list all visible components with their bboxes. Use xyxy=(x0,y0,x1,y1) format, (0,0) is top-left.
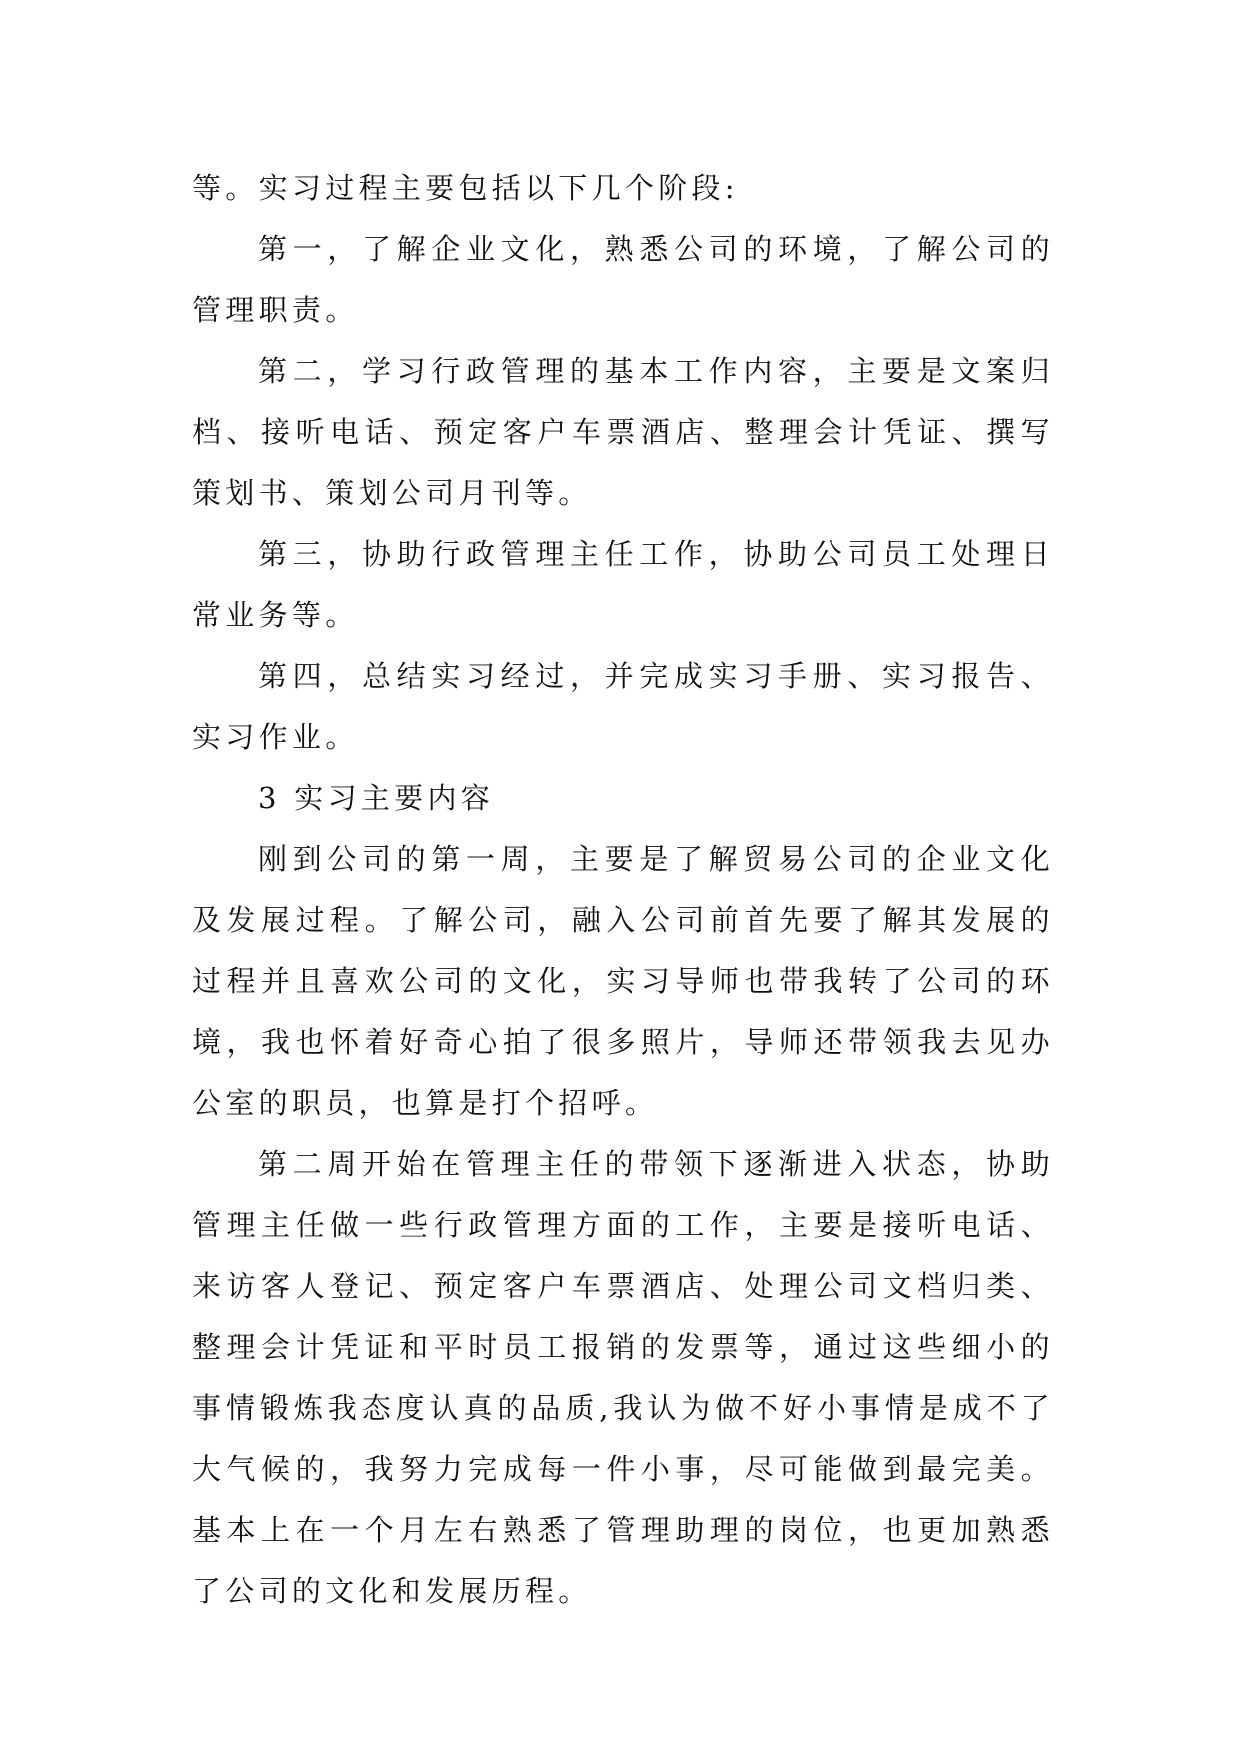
paragraph-second-week: 第二周开始在管理主任的带领下逐渐进入状态，协助管理主任做一些行政管理方面的工作，主要是接听电话、来访客人登记、预定客户车票酒店、处理公司文档归类、整理会计凭证和平时员工报销的发票等，通过这些细小的事情锻炼我态度认真的品质,我认为做不好小事情是成不了大气候的，我努力完成每一件小事，尽可能做到最完美。基本上在一个月左右熟悉了管理助理的岗位，也更加熟悉了公司的文化和发展历程。 xyxy=(192,1147,1054,1608)
paragraph-stage-three: 第三，协助行政管理主任工作，协助公司员工处理日常业务等。 xyxy=(192,537,1054,632)
paragraph-stage-four: 第四，总结实习经过，并完成实习手册、实习报告、实习作业。 xyxy=(192,659,1054,754)
paragraph-stage-two: 第二，学习行政管理的基本工作内容，主要是文案归档、接听电话、预定客户车票酒店、整理会计凭证、撰写策划书、策划公司月刊等。 xyxy=(192,354,1054,510)
document-body xyxy=(192,158,1054,1622)
paragraph-stage-one: 第一，了解企业文化，熟悉公司的环境，了解公司的管理职责。 xyxy=(192,232,1054,327)
paragraph-first-week: 刚到公司的第一周，主要是了解贸易公司的企业文化及发展过程。了解公司，融入公司前首先要了解其发展的过程并且喜欢公司的文化，实习导师也带我转了公司的环境，我也怀着好奇心拍了很多照片，导师还带领我去见办公室的职员，也算是打个招呼。 xyxy=(192,842,1054,1120)
paragraph-stages-intro: 等。实习过程主要包括以下几个阶段: xyxy=(192,171,739,205)
section-heading: 3 实习主要内容 xyxy=(258,781,495,815)
